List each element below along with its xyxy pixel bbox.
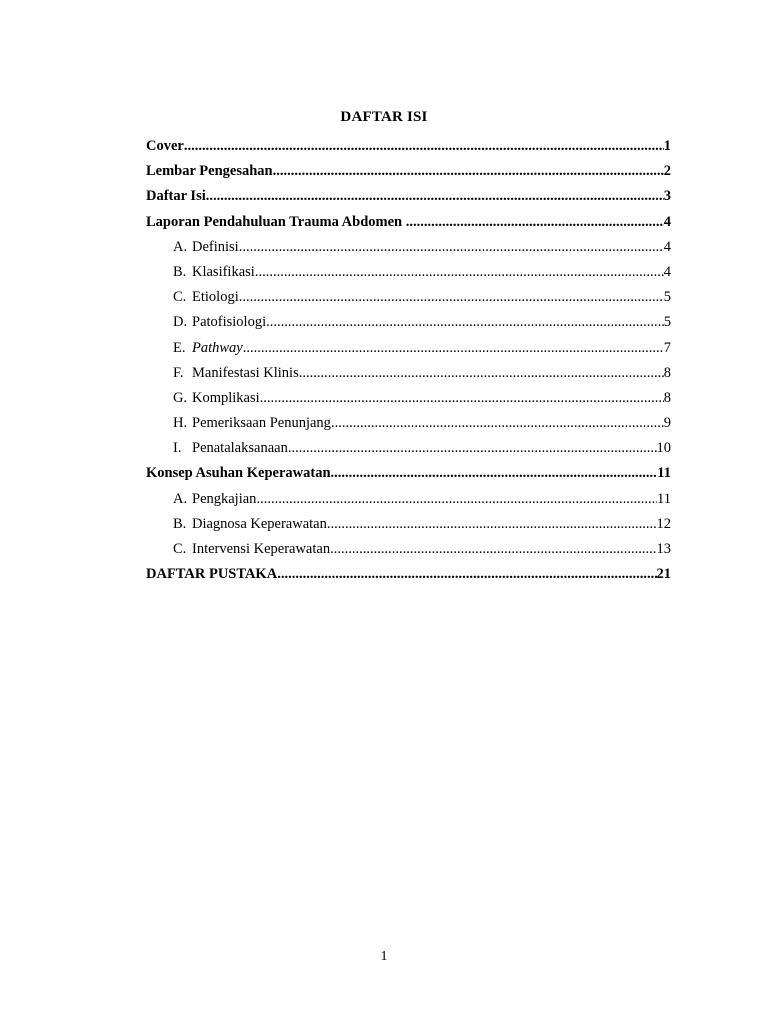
toc-entry-page: 8: [663, 389, 671, 406]
toc-leader-dots: [243, 336, 664, 361]
toc-leader-dots: [299, 361, 664, 386]
toc-leader-dots: [288, 436, 657, 461]
toc-leader-dots: [273, 159, 664, 184]
page-number: 1: [380, 949, 388, 964]
toc-entry-page: 9: [663, 415, 671, 432]
toc-leader-dots: [406, 210, 664, 235]
toc-leader-dots: [206, 184, 664, 209]
toc-leader-dots: [239, 235, 664, 260]
toc-entry-page: 13: [656, 541, 671, 557]
toc-leader-dots: [239, 285, 664, 310]
toc-entry-letter: D.: [173, 314, 188, 331]
toc-entry-page: 11: [657, 490, 671, 507]
toc-entry-page: 2: [663, 163, 671, 180]
toc-entry-letter: F.: [173, 364, 184, 381]
toc-entry-page: 8: [663, 364, 671, 381]
toc-entry-title: Laporan Pendahuluan Trauma Abdomen: [146, 213, 406, 230]
toc-subentry-klasifikasi[interactable]: [146, 260, 671, 285]
toc-subentry-diagnosa[interactable]: [146, 512, 671, 537]
toc-leader-dots: [330, 537, 656, 562]
toc-entry-page: 3: [663, 188, 671, 205]
toc-entry-letter: A.: [173, 238, 188, 255]
toc-entry-letter: H.: [173, 415, 188, 432]
toc-entry-letter: C.: [173, 541, 187, 557]
toc-subentry-pemeriksaan-penunjang[interactable]: [146, 411, 671, 436]
toc-entry-title: Etiologi: [192, 289, 239, 306]
toc-leader-dots: [331, 461, 658, 486]
table-of-contents: [146, 134, 671, 587]
toc-subentry-pengkajian[interactable]: [146, 487, 671, 512]
toc-subentry-manifestasi-klinis[interactable]: [146, 361, 671, 386]
toc-subentry-etiologi[interactable]: [146, 285, 671, 310]
toc-entry-daftar-pustaka[interactable]: [146, 562, 671, 587]
toc-entry-title: Klasifikasi: [192, 263, 255, 280]
toc-entry-cover[interactable]: [146, 134, 671, 159]
toc-entry-title: Intervensi Keperawatan: [192, 541, 331, 557]
toc-entry-page: 11: [657, 465, 671, 482]
toc-entry-letter: C.: [173, 289, 187, 306]
toc-entry-page: 4: [663, 238, 671, 255]
toc-entry-title: Pathway: [192, 339, 243, 356]
toc-leader-dots: [277, 562, 656, 587]
toc-entry-letter: A.: [173, 490, 188, 507]
toc-entry-title: Komplikasi: [192, 389, 260, 406]
toc-entry-title: Pemeriksaan Penunjang: [192, 415, 331, 432]
toc-entry-laporan-pendahuluan[interactable]: [146, 210, 671, 235]
toc-entry-page: 4: [663, 213, 671, 230]
toc-subentry-komplikasi[interactable]: [146, 386, 671, 411]
toc-subentry-definisi[interactable]: [146, 235, 671, 260]
toc-entry-title: Penatalaksanaan: [192, 440, 288, 457]
toc-entry-title: Definisi: [192, 238, 239, 255]
toc-entry-page: 1: [663, 138, 671, 154]
toc-subentry-penatalaksanaan[interactable]: [146, 436, 671, 461]
page-title: DAFTAR ISI: [340, 109, 428, 125]
toc-entry-lembar-pengesahan[interactable]: [146, 159, 671, 184]
toc-entry-konsep-asuhan[interactable]: [146, 461, 671, 486]
toc-subentry-intervensi[interactable]: [146, 537, 671, 562]
toc-entry-daftar-isi[interactable]: [146, 184, 671, 209]
toc-leader-dots: [327, 512, 657, 537]
toc-entry-page: 5: [663, 314, 671, 331]
toc-entry-page: 5: [663, 289, 671, 306]
toc-entry-title: Konsep Asuhan Keperawatan: [146, 465, 331, 482]
toc-leader-dots: [184, 134, 664, 159]
toc-entry-page: 12: [656, 515, 671, 532]
toc-entry-title: Daftar Isi: [146, 188, 206, 205]
toc-entry-title: Patofisiologi: [192, 314, 267, 331]
toc-entry-letter: B.: [173, 515, 187, 532]
toc-subentry-patofisiologi[interactable]: [146, 310, 671, 335]
toc-leader-dots: [260, 386, 664, 411]
toc-subentry-pathway[interactable]: [146, 336, 671, 361]
toc-entry-page: 10: [656, 440, 671, 457]
toc-entry-page: 21: [656, 566, 671, 583]
toc-leader-dots: [331, 411, 664, 436]
toc-entry-letter: G.: [173, 389, 188, 406]
toc-entry-page: 4: [663, 263, 671, 280]
toc-entry-title: Pengkajian: [192, 490, 257, 507]
toc-entry-letter: I.: [173, 440, 182, 457]
toc-entry-title: Diagnosa Keperawatan: [192, 515, 327, 532]
toc-entry-title: Lembar Pengesahan: [146, 163, 273, 180]
toc-leader-dots: [255, 260, 664, 285]
toc-entry-letter: E.: [173, 339, 186, 356]
toc-entry-title: Cover: [146, 138, 184, 154]
toc-leader-dots: [266, 310, 664, 335]
toc-entry-title: DAFTAR PUSTAKA: [146, 566, 278, 583]
toc-leader-dots: [256, 487, 657, 512]
toc-entry-page: 7: [663, 339, 671, 356]
toc-entry-title: Manifestasi Klinis: [192, 364, 299, 381]
toc-entry-letter: B.: [173, 263, 187, 280]
